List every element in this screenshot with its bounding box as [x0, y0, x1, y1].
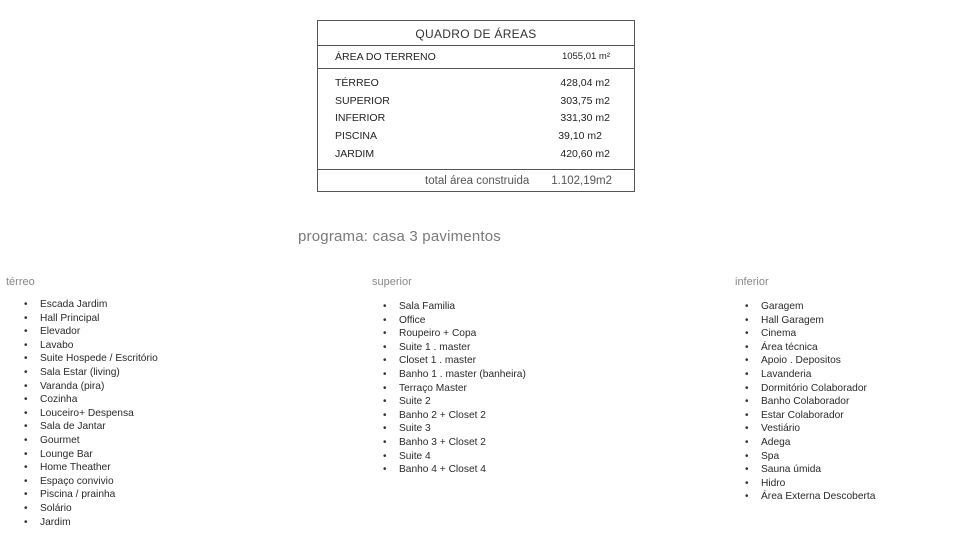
- list-item: • Solário: [24, 502, 158, 516]
- list-item: • Spa: [745, 450, 875, 464]
- area-value: 428,04 m2: [560, 77, 610, 89]
- list-item: • Banho 2 + Closet 2: [383, 409, 526, 423]
- areas-table-title: QUADRO DE ÁREAS: [415, 27, 537, 41]
- list-item: • Hidro: [745, 477, 875, 491]
- list-item: • Hall Garagem: [745, 314, 875, 328]
- list-item: • Sala Estar (living): [24, 366, 158, 380]
- list-item: • Suite 1 . master: [383, 341, 526, 355]
- list-item: • Vestiário: [745, 422, 875, 436]
- area-value: 420,60 m2: [560, 148, 610, 160]
- list-item: • Dormitório Colaborador: [745, 382, 875, 396]
- room-list: [383, 300, 526, 477]
- total-row: [425, 175, 612, 187]
- list-item: • Home Theather: [24, 461, 158, 475]
- divider: [318, 68, 634, 69]
- list-item: • Escada Jardim: [24, 298, 158, 312]
- list-item: • Varanda (pira): [24, 380, 158, 394]
- list-item: • Cinema: [745, 327, 875, 341]
- divider: [318, 45, 634, 46]
- total-value: 1.102,19m2: [551, 175, 612, 187]
- column-title: térreo: [6, 276, 35, 288]
- list-item: • Gourmet: [24, 434, 158, 448]
- area-value: 331,30 m2: [560, 112, 610, 124]
- list-item: • Jardim: [24, 516, 158, 530]
- list-item: • Adega: [745, 436, 875, 450]
- list-item: • Elevador: [24, 325, 158, 339]
- list-item: • Suite Hospede / Escritório: [24, 352, 158, 366]
- column-inferior: [735, 276, 876, 503]
- area-label: SUPERIOR: [335, 95, 390, 107]
- area-label: INFERIOR: [335, 112, 386, 124]
- list-item: • Banho 1 . master (banheira): [383, 368, 526, 382]
- areas-table: [317, 20, 635, 192]
- list-item: • Suite 4: [383, 450, 526, 464]
- list-item: • Louceiro+ Despensa: [24, 407, 158, 421]
- area-label: TÉRREO: [335, 77, 379, 89]
- area-value: 303,75 m2: [560, 95, 610, 107]
- list-item: • Office: [383, 314, 526, 328]
- list-item: • Sauna úmida: [745, 463, 875, 477]
- room-list: [24, 298, 158, 529]
- column-title: superior: [372, 276, 412, 288]
- list-item: • Lavanderia: [745, 368, 875, 382]
- list-item: • Garagem: [745, 300, 875, 314]
- list-item: • Área técnica: [745, 341, 875, 355]
- list-item: • Terraço Master: [383, 382, 526, 396]
- list-item: • Banho 4 + Closet 4: [383, 463, 526, 477]
- area-value: 39,10 m2: [558, 130, 602, 142]
- list-item: • Suite 2: [383, 395, 526, 409]
- list-item: • Lounge Bar: [24, 448, 158, 462]
- list-item: • Sala de Jantar: [24, 420, 158, 434]
- programa-heading: programa: casa 3 pavimentos: [298, 228, 502, 245]
- column-terreo: [6, 276, 158, 528]
- list-item: • Cozinha: [24, 393, 158, 407]
- total-label: total área construida: [425, 175, 530, 187]
- area-label: JARDIM: [335, 148, 375, 160]
- list-item: • Closet 1 . master: [383, 354, 526, 368]
- column-superior: [372, 276, 526, 476]
- list-item: • Lavabo: [24, 339, 158, 353]
- divider: [318, 169, 634, 170]
- room-list: [745, 300, 875, 504]
- terreno-value: 1055,01 m²: [561, 51, 610, 62]
- list-item: • Banho 3 + Closet 2: [383, 436, 526, 450]
- list-item: • Banho Colaborador: [745, 395, 875, 409]
- area-label: PISCINA: [335, 130, 378, 142]
- terreno-label: ÁREA DO TERRENO: [335, 51, 436, 63]
- list-item: • Área Externa Descoberta: [745, 490, 875, 504]
- list-item: • Sala Familia: [383, 300, 526, 314]
- list-item: • Piscina / prainha: [24, 488, 158, 502]
- list-item: • Hall Principal: [24, 312, 158, 326]
- list-item: • Suite 3: [383, 422, 526, 436]
- column-title: inferior: [735, 276, 769, 288]
- list-item: • Roupeiro + Copa: [383, 327, 526, 341]
- list-item: • Espaço convivio: [24, 475, 158, 489]
- list-item: • Estar Colaborador: [745, 409, 875, 423]
- list-item: • Apoio . Depositos: [745, 354, 875, 368]
